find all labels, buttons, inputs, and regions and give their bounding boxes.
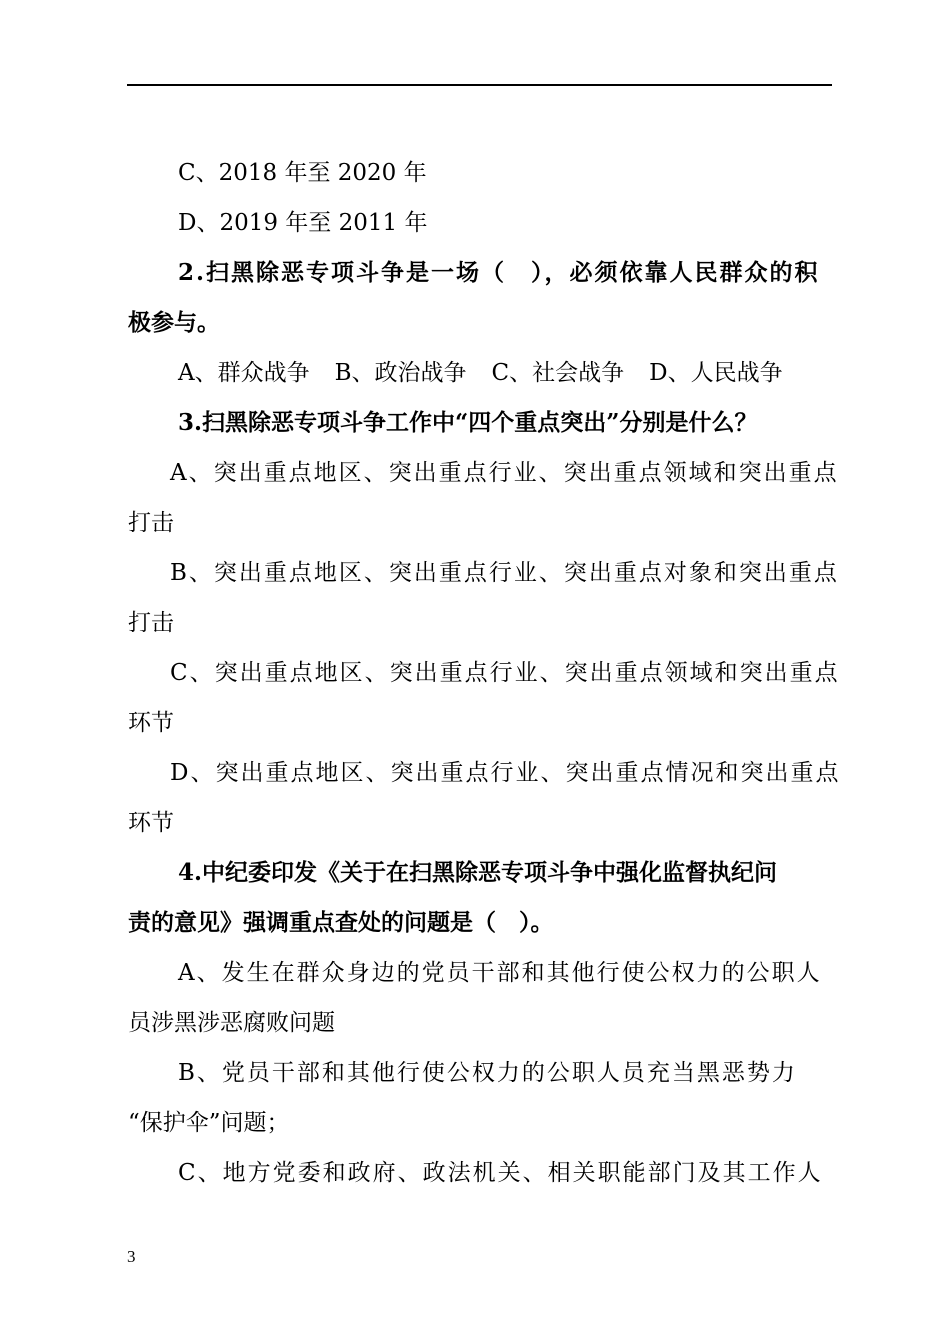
option-c-q3-line-1: C、突出重点地区、突出重点行业、突出重点领域和突出重点 [170,660,840,686]
question-2-options [128,348,882,398]
question-4-line-2: 责的意见》强调重点查处的问题是（ ）。 [128,909,554,936]
option-b-q2: B、政治战争 [334,360,467,386]
header-rule [127,84,832,86]
page-number: 3 [127,1247,136,1266]
option-a-q4-line-1: A、发生在群众身边的党员干部和其他行使公权力的公职人 [178,960,822,986]
option-d-q2: D、人民战争 [649,360,783,386]
option-b-q3-line-1: B、突出重点地区、突出重点行业、突出重点对象和突出重点 [170,560,839,586]
option-b-q4-line-2: “保护伞”问题； [128,1110,290,1136]
option-c-q4-line-1: C、地方党委和政府、政法机关、相关职能部门及其工作人 [178,1160,823,1186]
option-a-q2: A、群众战争 [178,360,310,386]
question-2-line-1: 2.扫黑除恶专项斗争是一场（ ），必须依靠人民群众的积 [178,259,820,286]
option-c-q2: C、社会战争 [491,360,625,386]
option-a-q3-line-1: A、突出重点地区、突出重点行业、突出重点领域和突出重点 [170,460,839,486]
option-a-q4-line-2: 员涉黑涉恶腐败问题 [128,1010,335,1036]
option-d-q3-line-1: D、突出重点地区、突出重点行业、突出重点情况和突出重点 [170,760,841,786]
option-b-q4-line-1: B、党员干部和其他行使公权力的公职人员充当黑恶势力 [178,1060,797,1086]
question-4-line-1: 4.中纪委印发《关于在扫黑除恶专项斗争中强化监督执纪问 [178,859,778,886]
option-c-q3-line-2: 环节 [128,710,174,736]
option-d-q3-line-2: 环节 [128,810,174,836]
option-d-q1: D、2019 年至 2011 年 [178,210,428,236]
option-b-q3-line-2: 打击 [128,610,174,636]
option-a-q3-line-2: 打击 [128,510,174,536]
question-2-line-2: 极参与。 [128,309,220,336]
question-3: 3.扫黑除恶专项斗争工作中“四个重点突出”分别是什么？ [178,409,758,436]
option-c-q1: C、2018 年至 2020 年 [178,160,427,186]
